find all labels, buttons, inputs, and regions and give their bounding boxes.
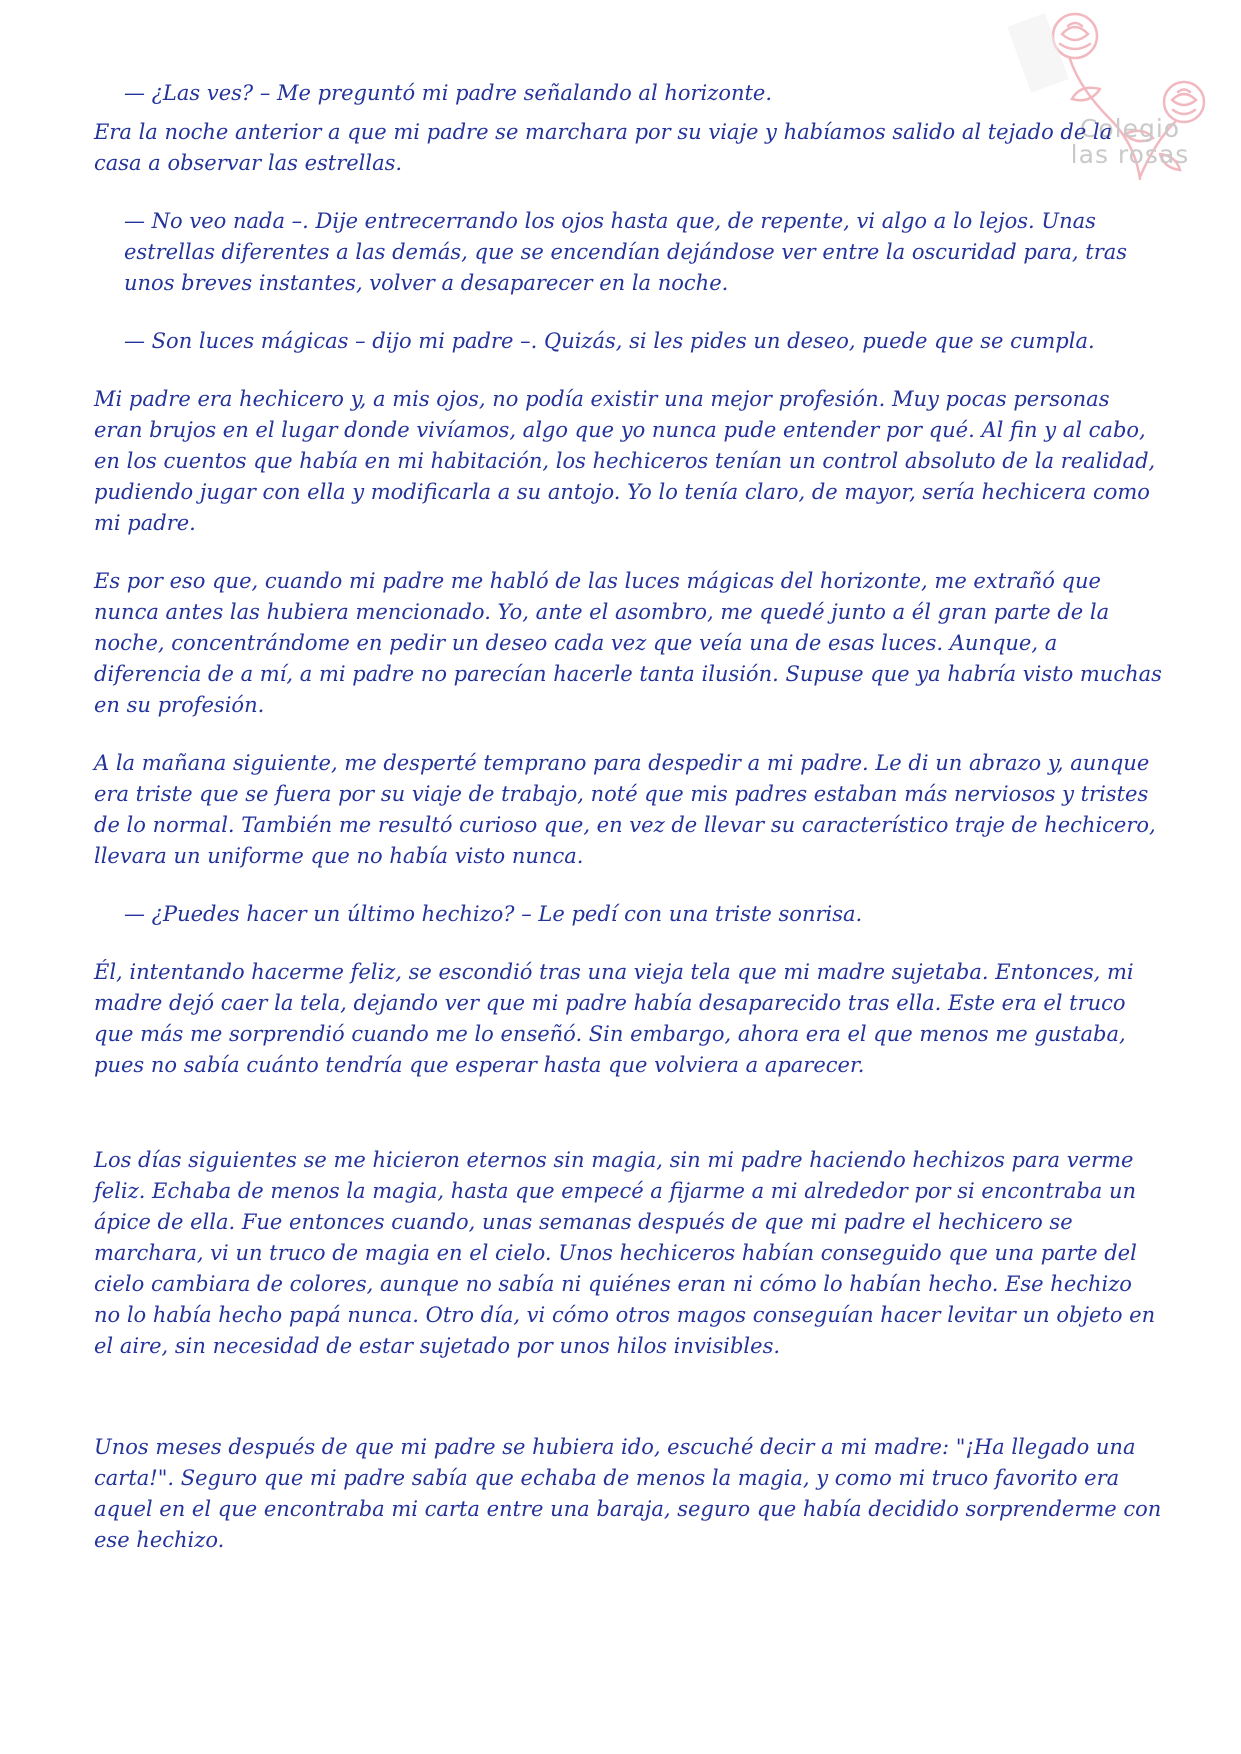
paragraph-9: Él, intentando hacerme feliz, se escondió tras una vieja tela que mi madre sujetaba. Entonces, mi madre dejó caer la tela, dejando ver que mi padre había desaparecido tras ella. Este era el truco que más me sorprendió cuando me lo enseñó. Sin embargo, ahora era el que menos me gustaba, pues no sabía cuánto tendría que esperar hasta que volviera a aparecer.: [94, 960, 1134, 1077]
school-name-line2: las rosas: [1070, 140, 1190, 169]
paragraph-2: Era la noche anterior a que mi padre se marchara por su viaje y habíamos salido al tejado de la casa a observar las estrellas.: [94, 120, 1113, 175]
paragraph-11: Unos meses después de que mi padre se hubiera ido, escuché decir a mi madre: "¡Ha llegado una carta!". Seguro que mi padre sabía que echaba de menos la magia, y como mi truco favorito era aquel en el que encontraba mi carta entre una baraja, seguro que había decidido sorprenderme con ese hechizo.: [94, 1435, 1162, 1552]
paragraph-7: A la mañana siguiente, me desperté temprano para despedir a mi padre. Le di un abrazo y, aunque era triste que se fuera por su viaje de trabajo, noté que mis padres estaban más nerviosos y tristes de lo normal. También me resultó curioso que, en vez de llevar su característico traje de hechicero, llevara un uniforme que no había visto nunca.: [94, 751, 1156, 868]
paragraph-4: — Son luces mágicas – dijo mi padre –. Quizás, si les pides un deseo, puede que se cumpla.: [124, 329, 1095, 353]
paragraph-3: — No veo nada –. Dije entrecerrando los ojos hasta que, de repente, vi algo a lo lejos. Unas estrellas diferentes a las demás, que se encendían dejándose ver entre la oscuridad para, tras unos breves instantes, volver a desaparecer en la noche.: [124, 209, 1128, 295]
school-name-line1: Colegio: [1079, 114, 1181, 143]
paragraph-1: — ¿Las ves? – Me preguntó mi padre señalando al horizonte.: [124, 81, 773, 105]
paragraph-6: Es por eso que, cuando mi padre me habló de las luces mágicas del horizonte, me extrañó que nunca antes las hubiera mencionado. Yo, ante el asombro, me quedé junto a él gran parte de la noche, concentrándome en pedir un deseo cada vez que veía una de esas luces. Aunque, a diferencia de a mí, a mi padre no parecían hacerle tanta ilusión. Supuse que ya habría visto muchas en su profesión.: [94, 569, 1162, 717]
story-text: [94, 78, 1164, 1583]
paragraph-5: Mi padre era hechicero y, a mis ojos, no podía existir una mejor profesión. Muy pocas personas eran brujos en el lugar donde vivíamos, algo que yo nunca pude entender por qué. Al fin y al cabo, en los cuentos que había en mi habitación, los hechiceros tenían un control absoluto de la realidad, pudiendo jugar con ella y modificarla a su antojo. Yo lo tenía claro, de mayor, sería hechicera como mi padre.: [94, 387, 1156, 535]
paragraph-10: Los días siguientes se me hicieron eternos sin magia, sin mi padre haciendo hechizos para verme feliz. Echaba de menos la magia, hasta que empecé a fijarme a mi alrededor por si encontraba un ápice de ella. Fue entonces cuando, unas semanas después de que mi padre el hechicero se marchara, vi un truco de magia en el cielo. Unos hechiceros habían conseguido que una parte del cielo cambiara de colores, aunque no sabía ni quiénes eran ni cómo lo habían hecho. Ese hechizo no lo había hecho papá nunca. Otro día, vi cómo otros magos conseguían hacer levitar un objeto en el aire, sin necesidad de estar sujetado por unos hilos invisibles.: [94, 1148, 1156, 1358]
paragraph-8: — ¿Puedes hacer un último hechizo? – Le pedí con una triste sonrisa.: [124, 902, 863, 926]
